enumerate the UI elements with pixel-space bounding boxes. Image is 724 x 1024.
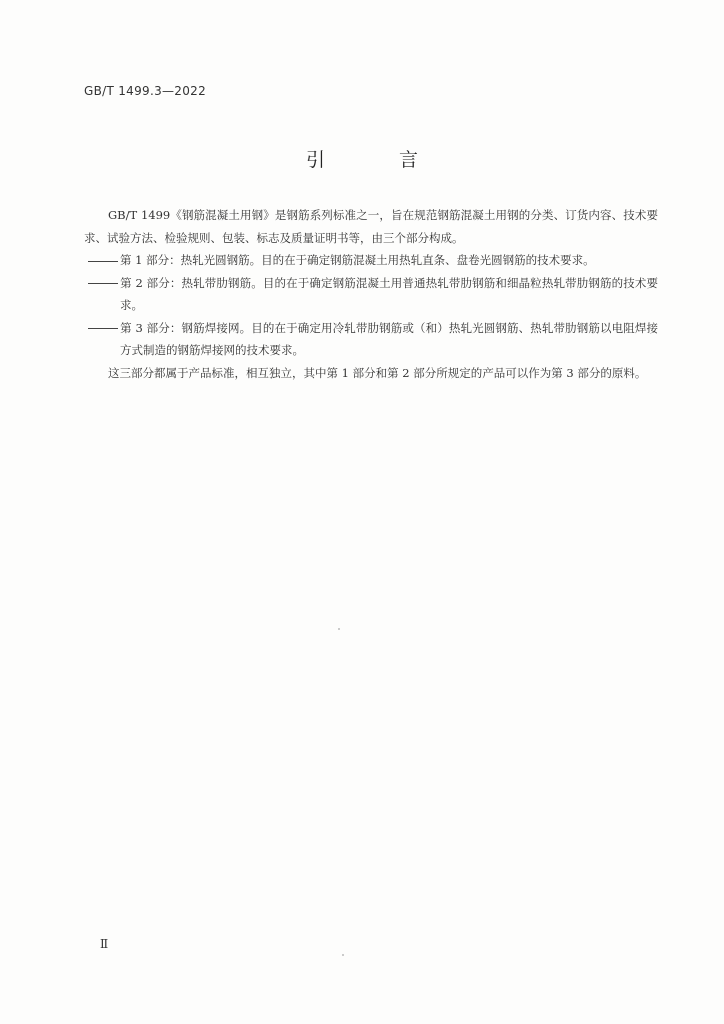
- list-item-text: 第 3 部分：钢筋焊接网。目的在于确定用冷轧带肋钢筋或（和）热轧光圆钢筋、热轧带肋钢筋以电阻焊接方式制造的钢筋焊接网的技术要求。: [120, 320, 658, 357]
- scan-speck: [338, 628, 340, 630]
- list-item: [84, 272, 658, 317]
- foreword-body: [84, 204, 658, 384]
- list-item: [84, 249, 658, 272]
- list-item-text: 第 1 部分：热轧光圆钢筋。目的在于确定钢筋混凝土用热轧直条、盘卷光圆钢筋的技术要求。: [120, 253, 595, 267]
- dash-marker: [84, 317, 120, 340]
- list-item-text: 第 2 部分：热轧带肋钢筋。目的在于确定钢筋混凝土用普通热轧带肋钢筋和细晶粒热轧带肋钢筋的技术要求。: [120, 275, 658, 312]
- intro-paragraph: GB/T 1499《钢筋混凝土用钢》是钢筋系列标准之一，旨在规范钢筋混凝土用钢的分类、订货内容、技术要求、试验方法、检验规则、包装、标志及质量证明书等，由三个部分构成。: [84, 208, 658, 245]
- page-title: 引 言: [305, 149, 453, 171]
- dash-marker: [84, 272, 120, 295]
- scan-speck: [342, 954, 344, 956]
- dash-marker: [84, 249, 120, 272]
- page-number: Ⅱ: [100, 937, 109, 951]
- list-item: [84, 317, 658, 362]
- closing-paragraph: 这三部分都属于产品标准，相互独立，其中第 1 部分和第 2 部分所规定的产品可以作为第 3 部分的原料。: [108, 365, 647, 380]
- standard-number: GB/T 1499.3—2022: [84, 84, 207, 98]
